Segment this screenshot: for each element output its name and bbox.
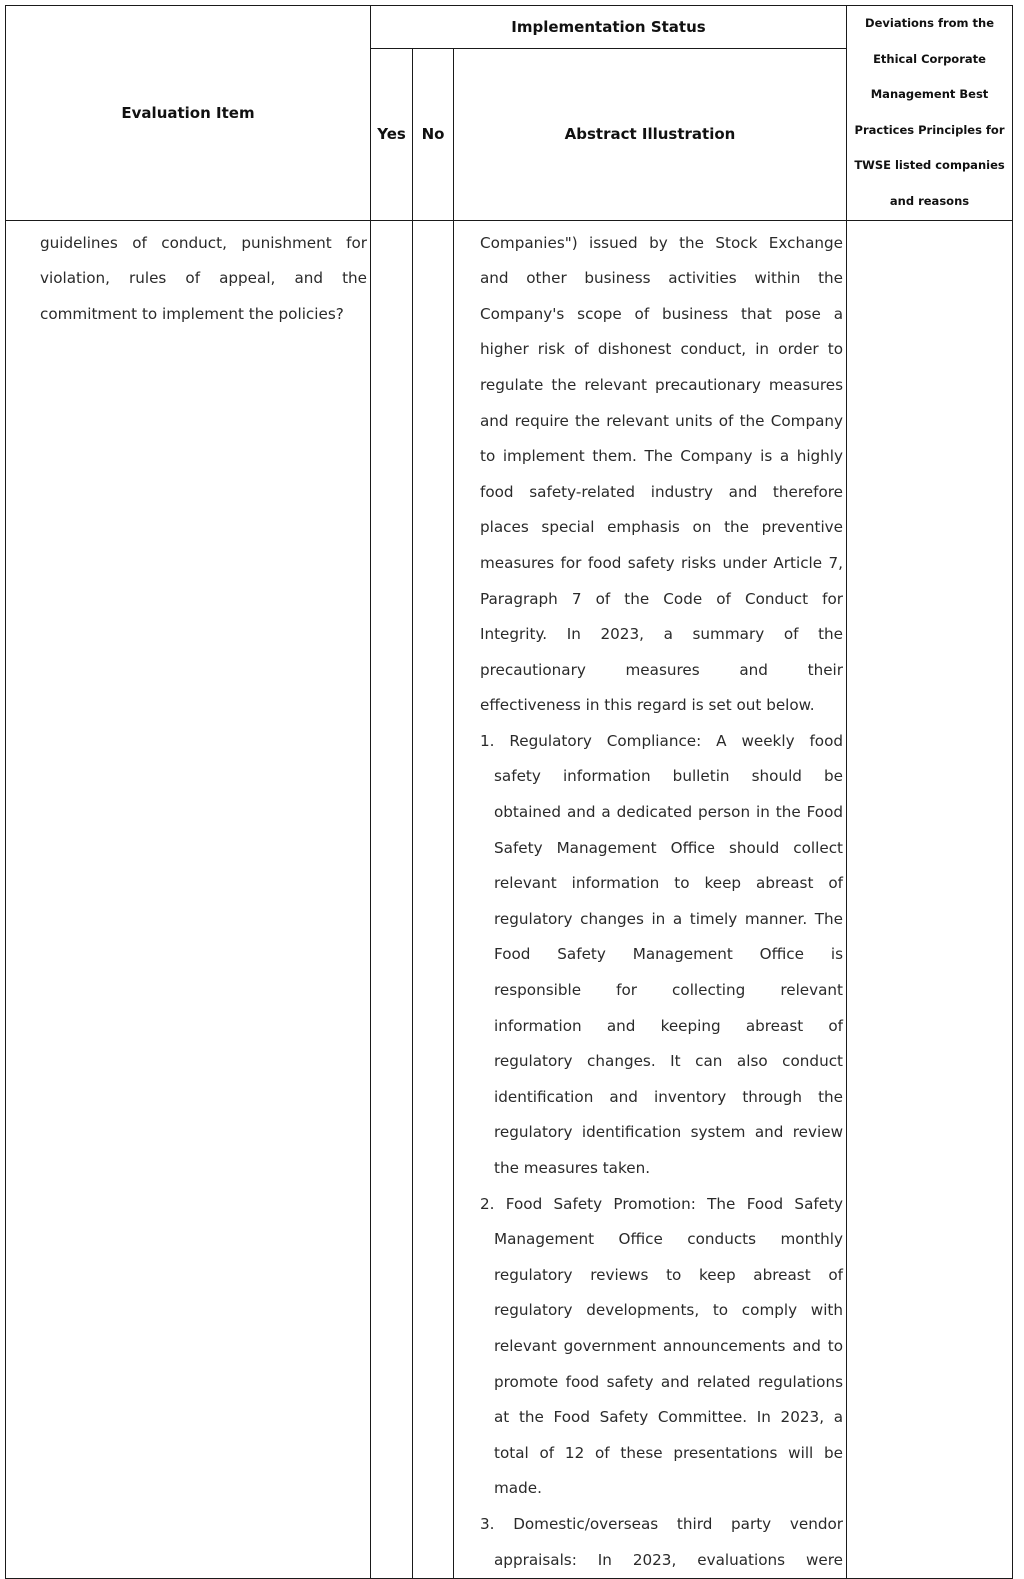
no-cell [413, 220, 454, 1579]
evaluation-item-text: guidelines of conduct, punishment for violation, rules of appeal, and the commitment to implement the policies? [6, 220, 371, 1579]
deviations-cell [847, 220, 1013, 1579]
header-deviations: Deviations from the Ethical Corporate Management Best Practices Principles for TWSE listed companies and reasons [847, 6, 1013, 221]
header-implementation-status: Implementation Status [371, 6, 847, 49]
abstract-intro-paragraph: Companies") issued by the Stock Exchange and other business activities within the Company's scope of business that pose a higher risk of dishonest conduct, in order to regulate the relevant precautionary measures and require the relevant units of the Company to implement them. The Company is a highly food safety-related industry and therefore places special emphasis on the preventive measures for food safety risks under Article 7, Paragraph 7 of the Code of Conduct for Integrity. In 2023, a summary of the precautionary measures and their effectiveness in this regard is set out below. [480, 233, 844, 715]
header-yes: Yes [371, 49, 413, 220]
header-evaluation-item: Evaluation Item [6, 6, 371, 221]
header-abstract-illustration: Abstract Illustration [454, 49, 847, 220]
yes-cell [371, 220, 413, 1579]
evaluation-table [5, 5, 1013, 1579]
measure-item-vendor-appraisals: 3. Domestic/overseas third party vendor appraisals: In 2023, evaluations were [480, 1514, 844, 1569]
measure-item-food-safety-promotion: 2. Food Safety Promotion: The Food Safety Management Office conducts monthly regulatory reviews to keep abreast of regulatory developments, to comply with relevant government announcements and to promote food safety and related regulations at the Food Safety Committee. In 2023, a total of 12 of these presentations will be made. [480, 1194, 844, 1498]
measure-item-regulatory-compliance: 1. Regulatory Compliance: A weekly food safety information bulletin should be obtained and a dedicated person in the Food Safety Management Office should collect relevant information to keep abreast of regulatory changes in a timely manner. The Food Safety Management Office is responsible for collecting relevant information and keeping abreast of regulatory changes. It can also conduct identification and inventory through the regulatory identification system and review the measures taken. [480, 731, 844, 1177]
abstract-illustration-cell [454, 220, 847, 1579]
header-no: No [413, 49, 454, 220]
